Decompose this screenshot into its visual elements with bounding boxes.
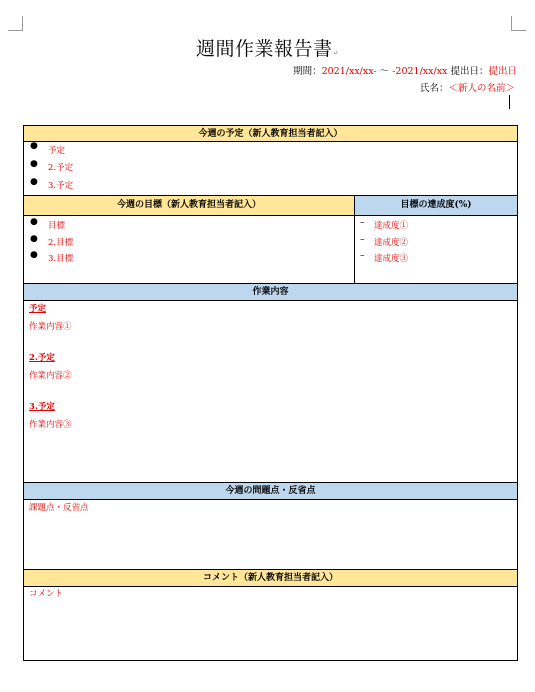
bullet-icon: ●: [30, 177, 38, 187]
period-end: -2021/xx/xx: [392, 66, 448, 77]
achievement-item-3: 達成度③: [374, 254, 409, 264]
comment-cell[interactable]: [23, 587, 518, 661]
goal-item-3: 3.目標: [48, 254, 74, 264]
goal-item-1: 目標: [48, 221, 66, 231]
trainee-name: ＜新人の名前＞: [448, 83, 515, 94]
column-divider: [354, 216, 355, 283]
crop-mark-top-left: [8, 16, 23, 31]
period-line[interactable]: 期間：2021/xx/xx- ～ -2021/xx/xx 提出日：提出日: [293, 66, 517, 77]
work-heading-1: 予定: [29, 304, 47, 314]
issues-content: 課題点・反省点: [29, 503, 89, 513]
bullet-icon: ●: [30, 217, 38, 227]
work-heading-2: 2.予定: [29, 353, 55, 363]
work-heading-3: 3.予定: [29, 402, 55, 412]
work-content-1: 作業内容①: [29, 322, 72, 332]
dash-icon: –: [360, 218, 365, 228]
issues-cell[interactable]: [23, 500, 518, 570]
plan-item-3: 3.予定: [48, 181, 74, 191]
plan-item-2: 2.予定: [48, 163, 74, 173]
achievement-item-2: 達成度②: [374, 238, 409, 248]
achievement-item-1: 達成度①: [374, 221, 409, 231]
goals-header-row: [23, 196, 518, 216]
crop-mark-top-right: [511, 16, 526, 31]
goal-item-2: 2.目標: [48, 238, 74, 248]
bullet-icon: ●: [30, 250, 38, 260]
comment-header: コメント（新人教育担当者記入）: [23, 570, 518, 587]
work-cell[interactable]: [23, 301, 518, 483]
name-line[interactable]: 氏名：＜新人の名前＞: [419, 83, 515, 94]
work-header: 作業内容: [23, 284, 518, 301]
document-title[interactable]: 週間作業報告書↵: [196, 38, 339, 60]
period-start: 2021/xx/xx-: [321, 66, 377, 77]
weekly-plan-header: 今週の予定（新人教育担当者記入）: [23, 125, 518, 142]
work-content-2: 作業内容②: [29, 371, 72, 381]
bullet-icon: ●: [30, 159, 38, 169]
work-content-3: 作業内容③: [29, 420, 72, 430]
achievement-header: 目標の達成度(%): [355, 196, 517, 215]
weekly-plan-cell[interactable]: [23, 142, 518, 196]
comment-content: コメント: [29, 589, 64, 599]
bullet-icon: ●: [30, 234, 38, 244]
dash-icon: –: [360, 235, 365, 245]
goals-header: 今週の目標（新人教育担当者記入）: [24, 196, 355, 215]
text-cursor: [509, 95, 510, 109]
dash-icon: –: [360, 251, 365, 261]
goals-row: [23, 216, 518, 284]
bullet-icon: ●: [30, 141, 38, 151]
submit-date: 提出日: [488, 66, 517, 77]
plan-item-1: 予定: [48, 146, 66, 156]
issues-header: 今週の問題点・反省点: [23, 483, 518, 500]
